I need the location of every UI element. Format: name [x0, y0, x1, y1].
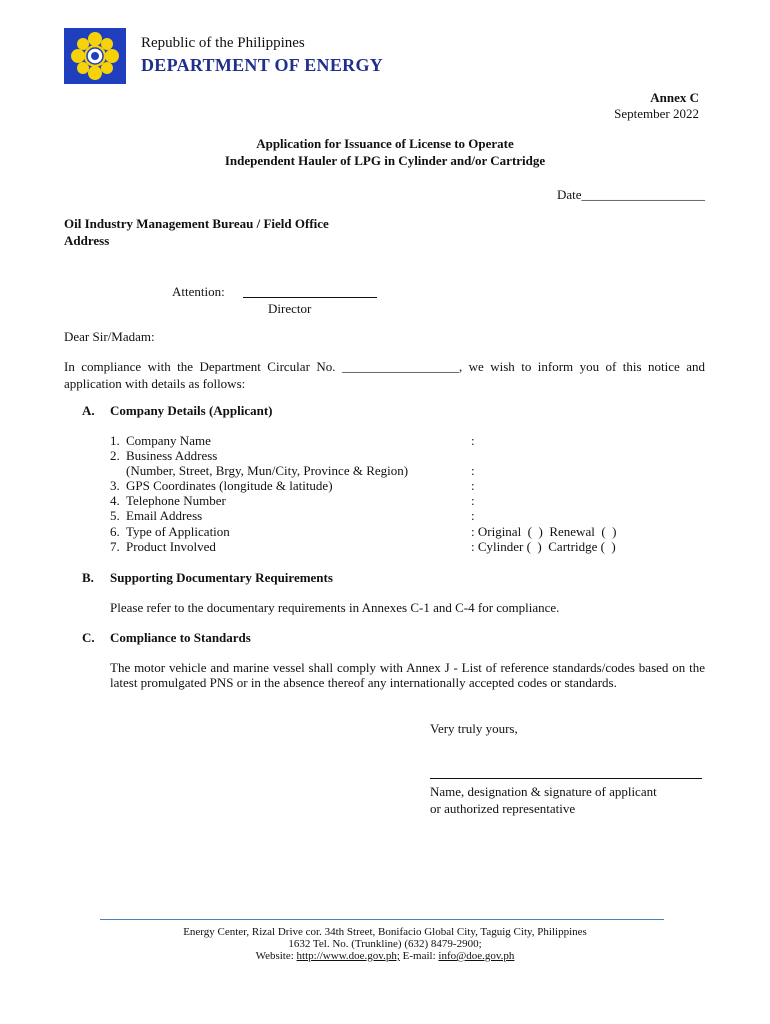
addressee-address: Address: [64, 233, 110, 248]
email-label-footer: E-mail:: [402, 950, 436, 962]
department-name: DEPARTMENT OF ENERGY: [141, 55, 384, 75]
intro-part2: , we wish to inform you of this notice and application with details as follows:: [64, 359, 706, 391]
section-c-letter: C.: [82, 630, 95, 645]
business-address-field[interactable]: :: [471, 463, 475, 478]
form-title-line1: Application for Issuance of License to Operate: [256, 136, 514, 151]
signature-caption-line2: or authorized representative: [430, 801, 576, 816]
signature-caption-line1: Name, designation & signature of applicant: [430, 784, 657, 799]
website-link[interactable]: http://www.doe.gov.ph;: [296, 950, 400, 962]
section-b-title: Supporting Documentary Requirements: [110, 570, 333, 585]
annex-date: September 2022: [614, 106, 699, 121]
business-address-detail: (Number, Street, Brgy, Mun/City, Province & Region): [126, 463, 409, 478]
doe-seal-icon: [64, 28, 126, 84]
website-label: Website:: [255, 950, 294, 962]
date-field[interactable]: Date___________________: [556, 187, 705, 202]
list-item-num: 4.: [110, 493, 120, 508]
republic-label: Republic of the Philippines: [141, 35, 305, 51]
attention-label: Attention:: [172, 284, 225, 299]
list-item-num: 7.: [110, 539, 120, 554]
list-item-num: 5.: [110, 508, 120, 523]
business-address-label: Business Address: [126, 448, 218, 463]
footer-rule: [100, 919, 664, 920]
signature-line[interactable]: [430, 778, 702, 779]
section-c-title: Compliance to Standards: [110, 630, 251, 645]
section-a-title: Company Details (Applicant): [110, 403, 273, 418]
email-link[interactable]: info@doe.gov.ph: [438, 950, 515, 962]
form-title-line2: Independent Hauler of LPG in Cylinder and/or Cartridge: [224, 153, 546, 168]
list-item-num: 2.: [110, 448, 120, 463]
list-item-num: 1.: [110, 433, 120, 448]
telephone-field[interactable]: :: [471, 493, 475, 508]
attention-blank[interactable]: [243, 297, 377, 298]
doe-logo: [64, 28, 126, 84]
application-type-label: Type of Application: [126, 524, 230, 539]
company-name-label: Company Name: [126, 433, 211, 448]
section-b-body: Please refer to the documentary requirements in Annexes C-1 and C-4 for compliance.: [110, 600, 560, 615]
telephone-label: Telephone Number: [126, 493, 226, 508]
section-c-body: The motor vehicle and marine vessel shall comply with Annex J - List of reference standards/codes based on the latest promulgated PNS or in the absence thereof any internationally accepted codes or standards.: [110, 660, 705, 690]
product-involved-label: Product Involved: [126, 539, 216, 554]
footer-phone: 1632 Tel. No. (Trunkline) (632) 8479-2900;: [288, 938, 482, 950]
attention-director: Director: [268, 301, 312, 316]
salutation: Dear Sir/Madam:: [64, 329, 155, 344]
list-item-num: 3.: [110, 478, 120, 493]
intro-part1: In compliance with the Department Circular No.: [64, 359, 336, 374]
email-field[interactable]: :: [471, 508, 475, 523]
application-type-options[interactable]: : Original ( ) Renewal ( ): [471, 524, 617, 539]
email-label: Email Address: [126, 508, 203, 523]
intro-paragraph: [64, 358, 705, 392]
gps-coordinates-label: GPS Coordinates (longitude & latitude): [126, 478, 333, 493]
section-a-letter: A.: [82, 403, 95, 418]
footer-contact: [0, 950, 770, 962]
annex-label: Annex C: [650, 90, 699, 105]
addressee-bureau: Oil Industry Management Bureau / Field Office: [64, 216, 329, 231]
list-item-num: 6.: [110, 524, 120, 539]
company-name-field[interactable]: :: [471, 433, 475, 448]
gps-coordinates-field[interactable]: :: [471, 478, 475, 493]
product-involved-options[interactable]: : Cylinder ( ) Cartridge ( ): [471, 539, 616, 554]
valediction: Very truly yours,: [430, 721, 518, 736]
circular-number-blank[interactable]: __________________: [341, 359, 459, 374]
footer-address: Energy Center, Rizal Drive cor. 34th Street, Bonifacio Global City, Taguig City, Philippines: [183, 926, 587, 938]
section-b-letter: B.: [82, 570, 94, 585]
